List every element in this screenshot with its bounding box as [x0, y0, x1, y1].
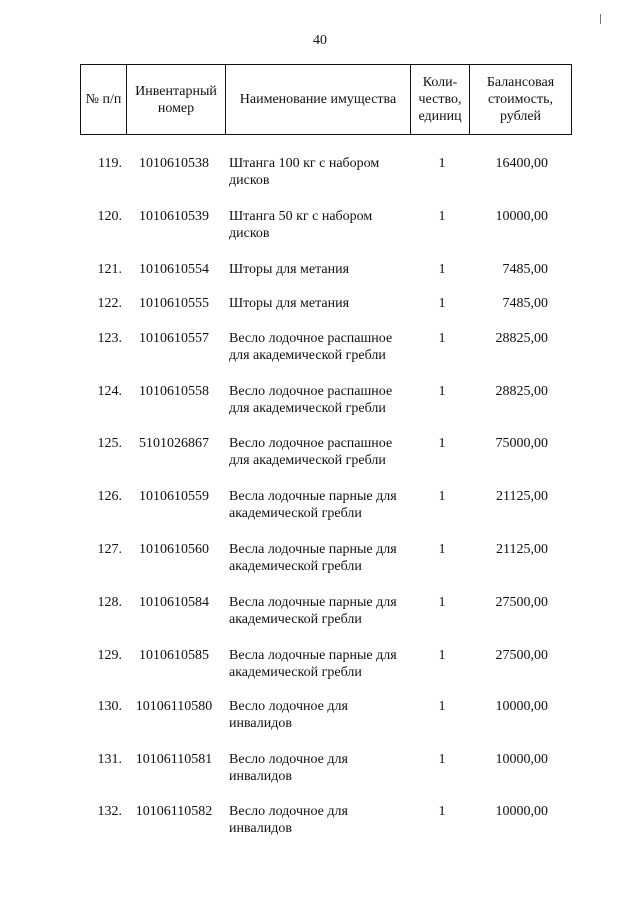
cell-num: 126. — [97, 489, 122, 504]
page-number: 40 — [313, 33, 327, 48]
cell-num: 120. — [97, 209, 122, 224]
cell-num: 129. — [97, 648, 122, 663]
cell-num: 128. — [97, 595, 122, 610]
table-row — [0, 751, 640, 791]
cell-qty: 1 — [438, 209, 446, 224]
table-row — [0, 698, 640, 738]
cell-name: Весла лодочные парные для академической гребли — [229, 648, 397, 680]
table-row — [0, 488, 640, 528]
cell-inventory: 10106110581 — [135, 752, 213, 767]
cell-num: 121. — [97, 262, 122, 277]
header-qty: Коли-чество, единиц — [411, 65, 470, 135]
cell-num: 122. — [97, 296, 122, 311]
table-row — [0, 594, 640, 634]
cell-name: Весло лодочное распашное для академической гребли — [229, 384, 393, 416]
table-row — [0, 435, 640, 475]
cell-name: Весло лодочное распашное для академической гребли — [229, 331, 393, 363]
cell-cost: 28825,00 — [495, 331, 548, 346]
cell-name: Штанга 100 кг с набором дисков — [229, 156, 380, 188]
cell-qty: 1 — [438, 262, 446, 277]
cell-name: Шторы для метания — [229, 262, 350, 277]
cell-cost: 10000,00 — [495, 804, 548, 819]
cell-cost: 28825,00 — [495, 384, 548, 399]
cell-qty: 1 — [438, 384, 446, 399]
cell-num: 123. — [97, 331, 122, 346]
cell-name: Весла лодочные парные для академической гребли — [229, 542, 397, 574]
cell-name: Весла лодочные парные для академической гребли — [229, 489, 397, 521]
cell-num: 127. — [97, 542, 122, 557]
cell-cost: 7485,00 — [502, 262, 548, 277]
table-row — [0, 541, 640, 581]
cell-num: 131. — [97, 752, 122, 767]
table-row — [0, 803, 640, 843]
cell-qty: 1 — [438, 699, 446, 714]
cell-inventory: 1010610538 — [139, 156, 209, 171]
cell-inventory: 5101026867 — [139, 436, 209, 451]
table-row — [0, 383, 640, 423]
cell-qty: 1 — [438, 804, 446, 819]
cell-qty: 1 — [438, 156, 446, 171]
table-row — [0, 647, 640, 687]
cell-cost: 10000,00 — [495, 699, 548, 714]
cell-num: 124. — [97, 384, 122, 399]
cell-num: 125. — [97, 436, 122, 451]
cell-inventory: 1010610539 — [139, 209, 209, 224]
cell-qty: 1 — [438, 542, 446, 557]
cell-inventory: 1010610585 — [139, 648, 209, 663]
cell-inventory: 10106110582 — [135, 804, 213, 819]
cell-qty: 1 — [438, 648, 446, 663]
cell-cost: 16400,00 — [495, 156, 548, 171]
cell-cost: 21125,00 — [496, 542, 548, 557]
header-cost: Балансовая стоимость, рублей — [470, 65, 572, 135]
header-inventory: Инвентарный номер — [127, 65, 226, 135]
cell-name: Штанга 50 кг с набором дисков — [229, 209, 373, 241]
cell-inventory: 1010610557 — [139, 331, 209, 346]
cell-qty: 1 — [438, 752, 446, 767]
table-row — [0, 155, 640, 195]
cell-name: Весло лодочное для инвалидов — [229, 804, 348, 836]
cell-cost: 7485,00 — [502, 296, 548, 311]
table-row — [0, 330, 640, 370]
cell-cost: 21125,00 — [496, 489, 548, 504]
cell-name: Шторы для метания — [229, 296, 350, 311]
cell-qty: 1 — [438, 436, 446, 451]
cell-num: 132. — [97, 804, 122, 819]
cell-name: Весло лодочное для инвалидов — [229, 752, 348, 784]
cell-inventory: 1010610560 — [139, 542, 209, 557]
cell-name: Весло лодочное распашное для академической гребли — [229, 436, 393, 468]
cell-inventory: 1010610555 — [139, 296, 209, 311]
cell-qty: 1 — [438, 595, 446, 610]
cell-num: 130. — [97, 699, 122, 714]
cell-inventory: 1010610559 — [139, 489, 209, 504]
cell-cost: 10000,00 — [495, 209, 548, 224]
cell-cost: 27500,00 — [495, 648, 548, 663]
cell-cost: 10000,00 — [495, 752, 548, 767]
table-row — [0, 295, 640, 335]
cell-qty: 1 — [438, 489, 446, 504]
cell-inventory: 1010610558 — [139, 384, 209, 399]
table-row — [0, 208, 640, 248]
cell-cost: 27500,00 — [495, 595, 548, 610]
cell-qty: 1 — [438, 296, 446, 311]
cell-name: Весло лодочное для инвалидов — [229, 699, 348, 731]
cell-name: Весла лодочные парные для академической гребли — [229, 595, 397, 627]
cell-inventory: 10106110580 — [135, 699, 213, 714]
cell-inventory: 1010610554 — [139, 262, 209, 277]
cell-num: 119. — [98, 156, 122, 171]
header-num: № п/п — [81, 65, 127, 135]
cell-inventory: 1010610584 — [139, 595, 209, 610]
cell-cost: 75000,00 — [495, 436, 548, 451]
header-name: Наименование имущества — [226, 65, 411, 135]
cell-qty: 1 — [438, 331, 446, 346]
